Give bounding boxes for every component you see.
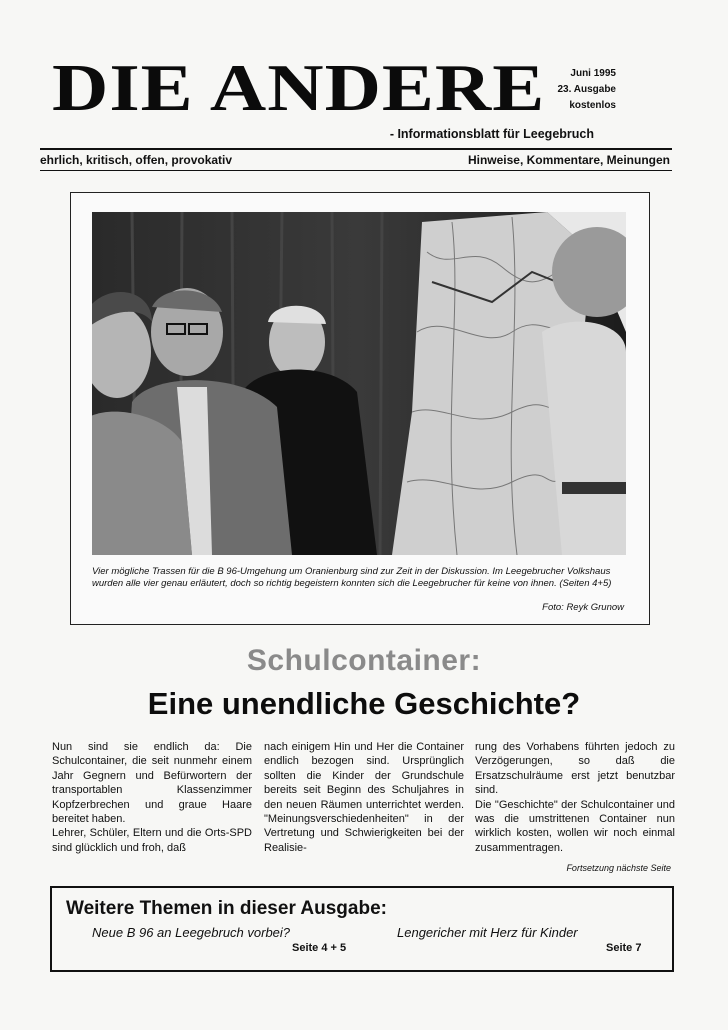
- news-photo: [92, 212, 626, 555]
- article-paragraph: Die "Geschichte" der Schulcontainer und was die umstrittenen Container nun wirklich kosten, wollen wir noch einmal zusammentragen.: [475, 798, 675, 854]
- masthead-rule-top: [40, 148, 672, 150]
- issue-date: Juni 1995: [570, 68, 616, 79]
- theme-item-label: Lengericher mit Herz für Kinder: [397, 925, 578, 940]
- article-kicker: Schulcontainer:: [246, 644, 482, 677]
- theme-item-page: Seite 7: [606, 942, 642, 954]
- article-paragraph: rung des Vorhabens führten jedoch zu Verzögerungen, so daß die Ersatzschulräume erst jetzt benutzbar sind.: [475, 741, 675, 797]
- article-column-2: [264, 740, 464, 855]
- article-paragraph: Lehrer, Schüler, Eltern und die Orts-SPD sind glücklich und froh, daß: [52, 827, 252, 854]
- article-paragraph: Nun sind sie endlich da: Die Schulcontainer, die seit nunmehr einem Jahr Gegnern und Befürwortern der transportablen Klassenzimmer Kopfzerbrechen und graue Haare bereitet haben.: [52, 741, 252, 826]
- newspaper-title: DIE ANDERE: [52, 49, 546, 125]
- issue-number: 23. Ausgabe: [557, 84, 616, 95]
- theme-item-page: Seite 4 + 5: [292, 942, 347, 954]
- newspaper-subtitle: - Informationsblatt für Leegebruch: [389, 127, 594, 141]
- tagline-left: ehrlich, kritisch, offen, provokativ: [40, 153, 233, 167]
- issue-info: [557, 66, 616, 114]
- theme-item-label: Neue B 96 an Leegebruch vorbei?: [92, 925, 291, 940]
- article-paragraph: nach einigem Hin und Her die Container endlich bezogen sind. Ursprünglich sollten die Kinder der Grundschule bereits seit Beginn des Schuljahres in den neuen Räumen unterrichtet werden. "Meinungsverschiedenheiten" in der Vertretung und Schwierigkeiten bei der Realisie-: [264, 741, 464, 854]
- tagline-right: Hinweise, Kommentare, Meinungen: [467, 153, 670, 167]
- issue-price: kostenlos: [569, 100, 616, 111]
- masthead-rule-bottom: [40, 170, 672, 171]
- article-headline: Eine unendliche Geschichte?: [147, 686, 581, 721]
- themes-title: Weitere Themen in dieser Ausgabe:: [66, 898, 387, 919]
- photo-credit: Foto: Reyk Grunow: [542, 602, 624, 613]
- photo-illustration: [92, 212, 626, 555]
- continuation-note: Fortsetzung nächste Seite: [566, 863, 671, 873]
- photo-caption: Vier mögliche Trassen für die B 96-Umgehung um Oranienburg sind zur Zeit in der Diskussion. Im Leegebrucher Volkshaus wurden alle vier genau erläutert, doch so richtig begeistern konnten sich die Leegebrucher für keine von ihnen. (Seiten 4+5): [92, 566, 612, 589]
- article-column-1: [52, 740, 252, 855]
- article-column-3: [475, 740, 675, 855]
